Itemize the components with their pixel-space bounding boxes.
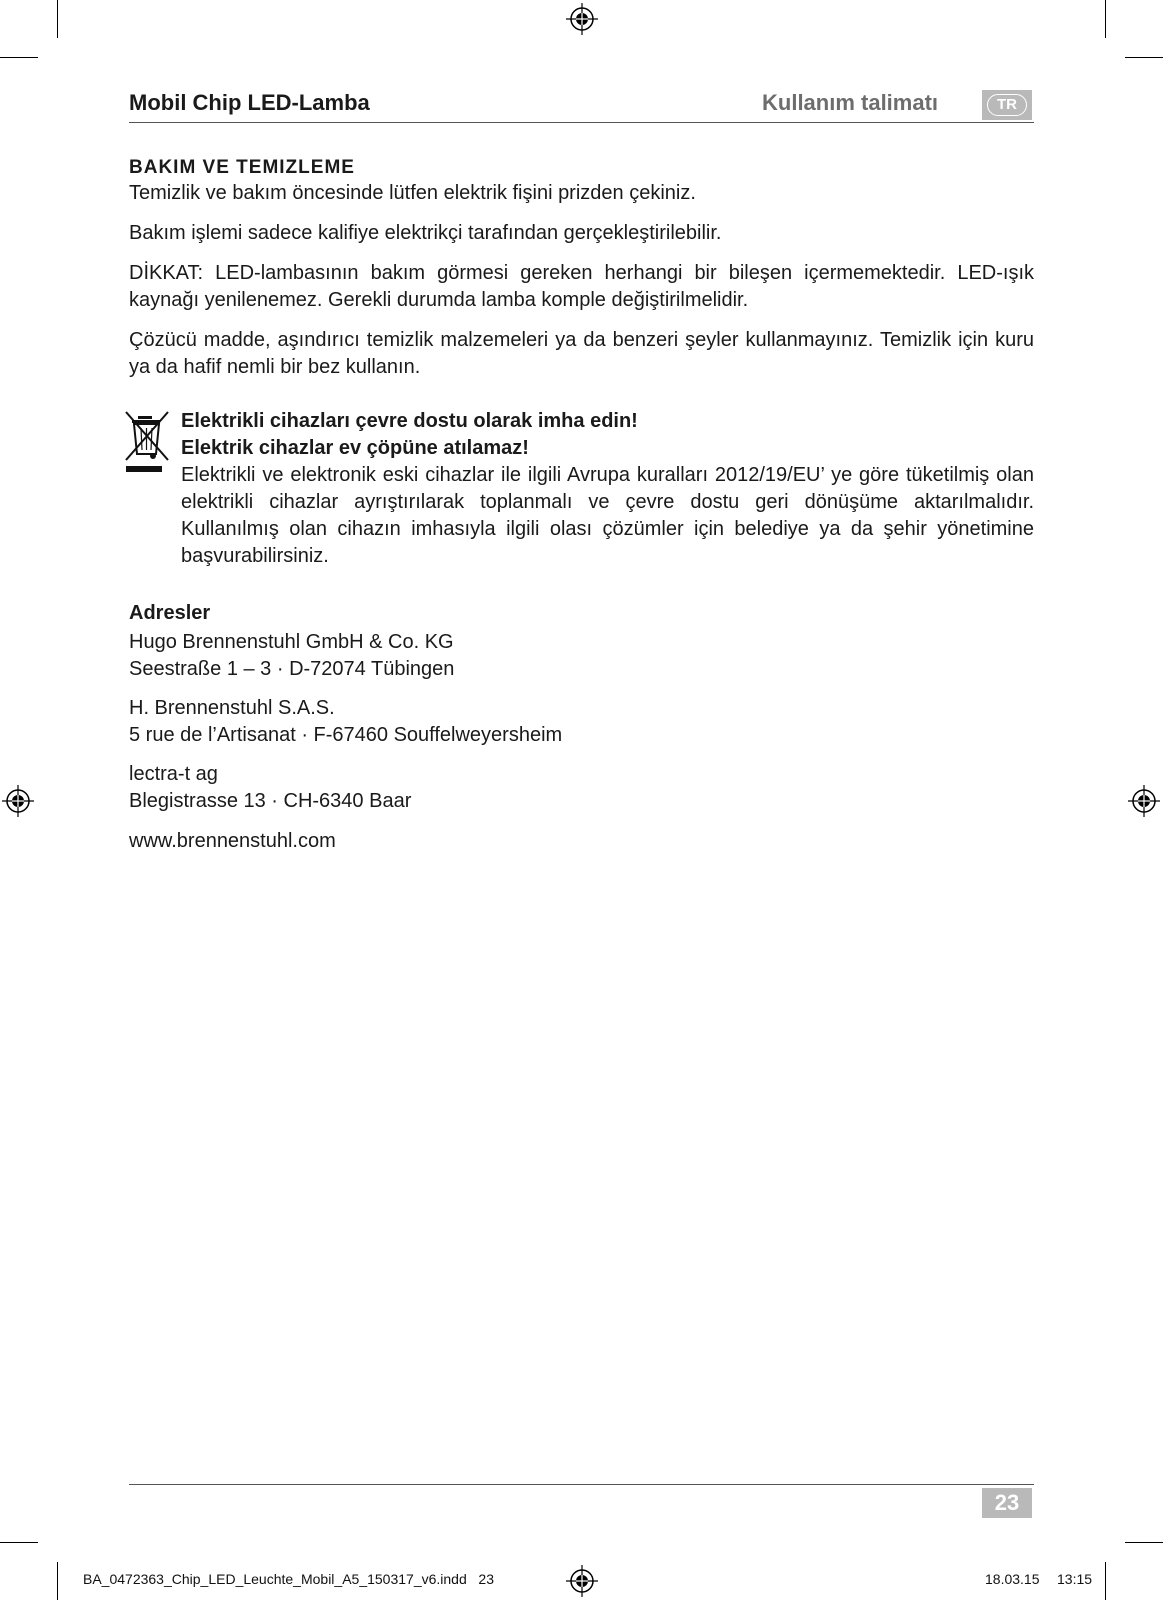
print-slug-file: BA_0472363_Chip_LED_Leuchte_Mobil_A5_150317_v6.indd 23 bbox=[83, 1571, 494, 1587]
address-line: Seestraße 1 – 3 · D-72074 Tübingen bbox=[129, 658, 455, 680]
website-link[interactable]: www.brennenstuhl.com bbox=[129, 830, 336, 852]
product-title: Mobil Chip LED-Lamba bbox=[129, 90, 370, 115]
header-divider bbox=[129, 122, 1034, 123]
crop-mark bbox=[57, 0, 58, 38]
print-slug-time: 13:15 bbox=[1057, 1571, 1093, 1587]
registration-mark-icon bbox=[1128, 785, 1160, 817]
crossed-out-wheelie-bin-icon bbox=[124, 410, 170, 474]
disposal-heading: Elektrik cihazlar ev çöpüne atılamaz! bbox=[181, 437, 529, 459]
crop-mark bbox=[1105, 1562, 1106, 1600]
registration-mark-icon bbox=[566, 1565, 598, 1597]
address-line: lectra-t ag bbox=[129, 763, 218, 785]
maintenance-paragraph: Temizlik ve bakım öncesinde lütfen elektrik fişini prizden çekiniz. bbox=[129, 182, 696, 204]
disposal-heading: Elektrikli cihazları çevre dostu olarak imha edin! bbox=[181, 410, 638, 432]
address-line: Blegistrasse 13 · CH-6340 Baar bbox=[129, 790, 412, 812]
crop-mark bbox=[1125, 1542, 1163, 1543]
registration-mark-icon bbox=[566, 3, 598, 35]
page-number: 23 bbox=[982, 1488, 1032, 1518]
address-line: 5 rue de l’Artisanat · F-67460 Souffelweyersheim bbox=[129, 724, 563, 746]
crop-mark bbox=[0, 1542, 38, 1543]
disposal-notice bbox=[181, 408, 1034, 570]
registration-mark-icon bbox=[2, 785, 34, 817]
maintenance-paragraph: DİKKAT: LED-lambasının bakım görmesi gereken herhangi bir bileşen içermemektedir. LED-ışık kaynağı yenilenemez. Gerekli durumda lamba komple değiştirilmelidir. bbox=[129, 262, 1034, 311]
crop-mark bbox=[0, 57, 38, 58]
print-slug-date: 18.03.15 bbox=[985, 1571, 1040, 1587]
section-title-maintenance: BAKIM VE TEMIZLEME bbox=[129, 157, 355, 178]
disposal-text: Elektrikli ve elektronik eski cihazlar ile ilgili Avrupa kuralları 2012/19/EU’ ye göre tüketilmiş olan elektrikli cihazlar ayrıştırılarak toplanmalı ve çevre dostu geri dönüşüme aktarılmalıdır. Kullanılmış olan cihazın imhasıyla ilgili olası çözümler için belediye ya da şehir yönetimine başvurabilirsiniz. bbox=[181, 464, 1034, 567]
language-badge-label: TR bbox=[987, 94, 1027, 116]
maintenance-paragraph: Çözücü madde, aşındırıcı temizlik malzemeleri ya da benzeri şeyler kullanmayınız. Temizlik için kuru ya da hafif nemli bir bez kullanın. bbox=[129, 329, 1034, 378]
maintenance-paragraph: Bakım işlemi sadece kalifiye elektrikçi tarafından gerçekleştirilebilir. bbox=[129, 222, 722, 244]
crop-mark bbox=[1105, 0, 1106, 38]
crop-mark bbox=[1125, 57, 1163, 58]
addresses-title: Adresler bbox=[129, 602, 211, 624]
address-line: H. Brennenstuhl S.A.S. bbox=[129, 697, 335, 719]
language-badge bbox=[982, 90, 1032, 120]
footer-divider bbox=[129, 1484, 1034, 1485]
address-line: Hugo Brennenstuhl GmbH & Co. KG bbox=[129, 631, 454, 653]
document-type: Kullanım talimatı bbox=[762, 90, 939, 115]
crop-mark bbox=[57, 1562, 58, 1600]
